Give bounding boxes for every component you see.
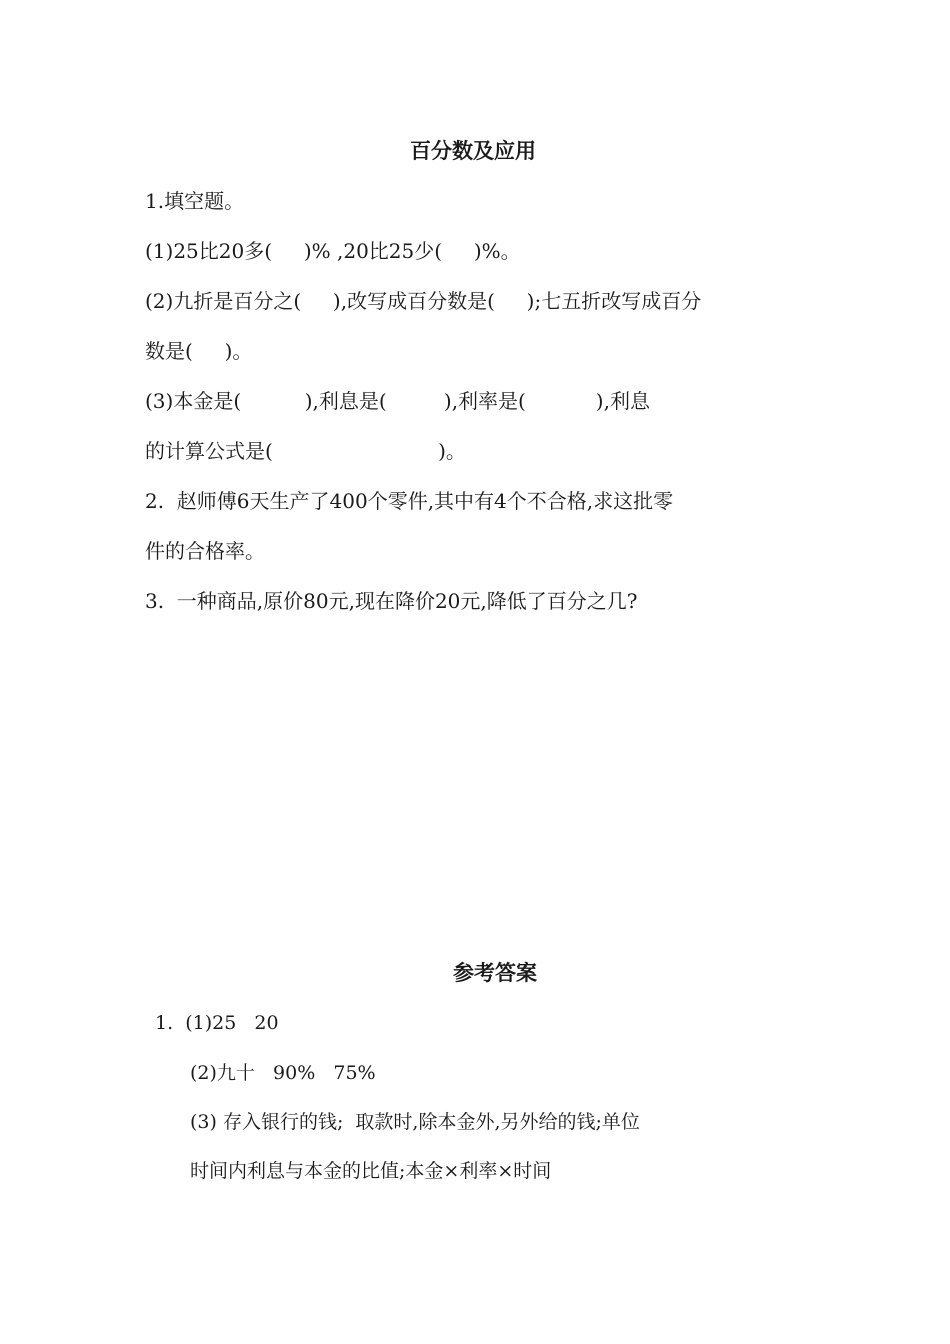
question-1-heading: 1.填空题。 (145, 189, 245, 213)
question-2-line-2: 件的合格率。 (145, 539, 265, 563)
answer-1-3-line-2: 时间内利息与本金的比值;本金×利率×时间 (190, 1160, 552, 1182)
answer-1-3-line-1: (3) 存入银行的钱; 取款时,除本金外,另外给的钱;单位 (190, 1111, 640, 1133)
question-1-1: (1)25比20多( )% ,20比25少( )%。 (145, 239, 521, 263)
answers-title: 参考答案 (453, 961, 537, 985)
question-3: 3. 一种商品,原价80元,现在降价20元,降低了百分之几? (145, 589, 638, 613)
question-1-3-line-1: (3)本金是( ),利息是( ),利率是( ),利息 (145, 389, 650, 413)
question-1-2-line-1: (2)九折是百分之( ),改写成百分数是( );七五折改写成百分 (145, 289, 702, 313)
answer-1-2: (2)九十 90% 75% (190, 1062, 376, 1084)
question-2-line-1: 2. 赵师傅6天生产了400个零件,其中有4个不合格,求这批零 (145, 489, 674, 513)
answer-1-1: 1. (1)25 20 (155, 1012, 279, 1034)
question-1-3-line-2: 的计算公式是( )。 (145, 439, 466, 463)
question-1-2-line-2: 数是( )。 (145, 339, 253, 363)
page-title: 百分数及应用 (410, 139, 536, 163)
